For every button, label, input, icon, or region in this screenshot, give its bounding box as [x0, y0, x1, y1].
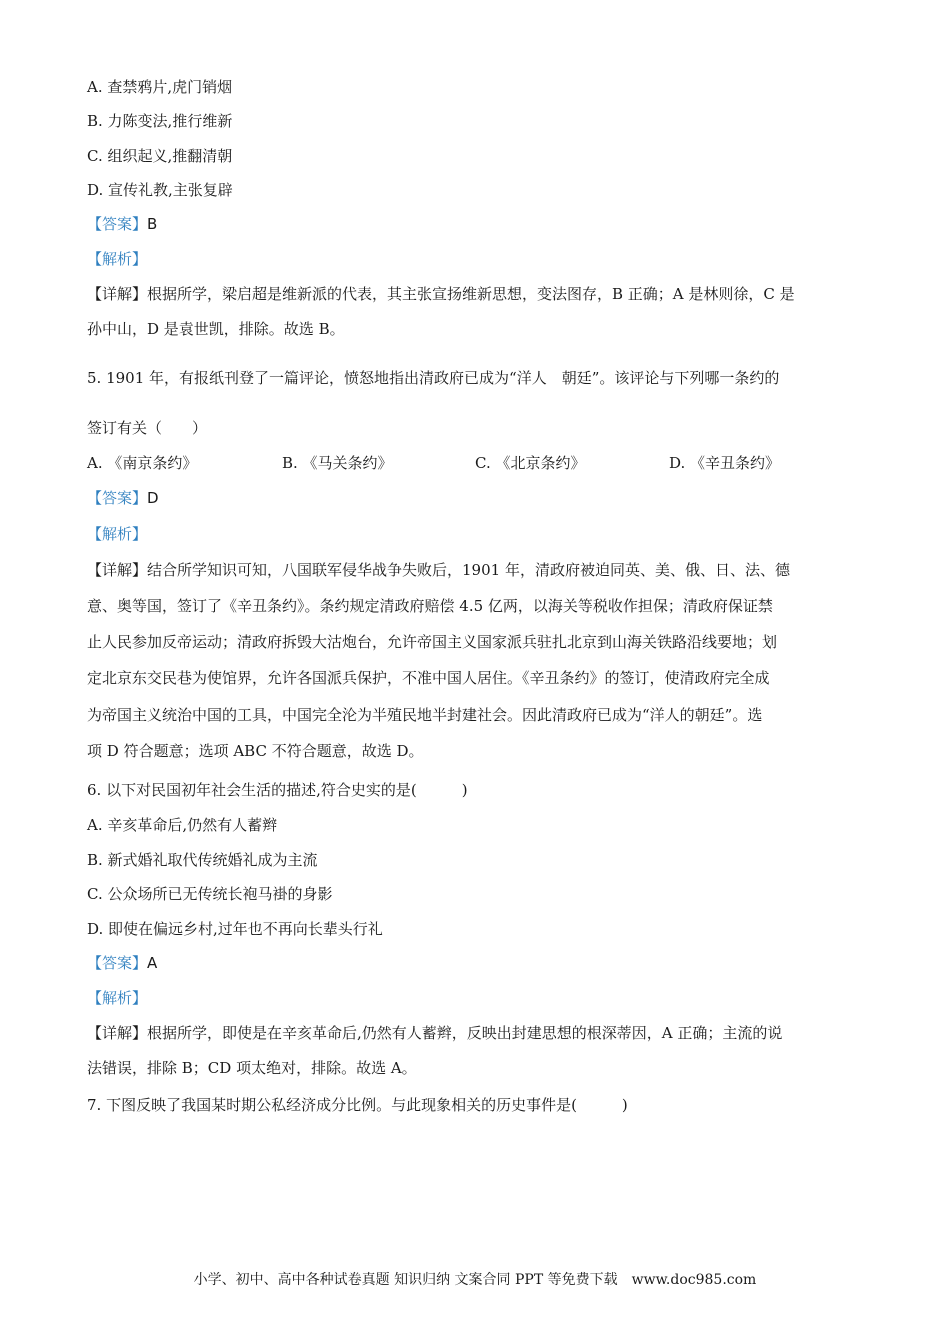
q5-analysis-tag [87, 524, 867, 544]
q7-stem: 7. 下图反映了我国某时期公私经济成分比例。与此现象相关的历史事件是( ) [87, 1096, 628, 1114]
answer-tag: 【答案】 [87, 215, 148, 233]
q4-detail-line-2: 孙中山，D 是袁世凯，排除。故选 B。 [87, 320, 345, 338]
q5-option-a: A. 《南京条约》 [87, 454, 198, 472]
q6-detail-line-2: 法错误，排除 B；CD 项太绝对，排除。故选 A。 [87, 1059, 417, 1077]
q4-option-d: D. 宣传礼教,主张复辟 [87, 181, 233, 199]
q5-stem-line-2: 签订有关（ ） [87, 419, 208, 437]
detail-tag: 【详解】 [87, 285, 148, 303]
q5-detail-line-4: 定北京东交民巷为使馆界，允许各国派兵保护，不准中国人居住。《辛丑条约》的签订，使清政府完全成 [87, 669, 770, 687]
analysis-tag: 【解析】 [87, 525, 148, 543]
q4-detail-line-1 [87, 284, 867, 304]
q5-detail-line-5: 为帝国主义统治中国的工具，中国完全沦为半殖民地半封建社会。因此清政府已成为“洋人的朝廷”。选 [87, 706, 763, 724]
q6-option-b: B. 新式婚礼取代传统婚礼成为主流 [87, 851, 318, 869]
detail-text: 根据所学，梁启超是维新派的代表，其主张宣扬维新思想，变法图存，B 正确；A 是林则徐，C 是 [147, 285, 795, 303]
answer-tag: 【答案】 [87, 489, 148, 507]
q5-detail-line-2: 意、奥等国，签订了《辛丑条约》。条约规定清政府赔偿 4.5 亿两，以海关等税收作担保；清政府保证禁 [87, 597, 773, 615]
q5-stem-line-1: 5. 1901 年，有报纸刊登了一篇评论，愤怒地指出清政府已成为“洋人 朝廷”。该评论与下列哪一条约的 [87, 369, 780, 387]
q5-option-b: B. 《马关条约》 [282, 454, 393, 472]
page-footer: 小学、初中、高中各种试卷真题 知识归纳 文案合同 PPT 等免费下载 www.doc985.com [193, 1272, 757, 1288]
detail-text: 结合所学知识可知，八国联军侵华战争失败后，1901 年，清政府被迫同英、美、俄、日、法、德 [147, 561, 790, 579]
answer-tag: 【答案】 [87, 954, 148, 972]
analysis-tag: 【解析】 [87, 250, 148, 268]
q4-option-c: C. 组织起义,推翻清朝 [87, 147, 233, 165]
q5-option-d: D. 《辛丑条约》 [669, 454, 781, 472]
q4-option-a: A. 查禁鸦片,虎门销烟 [87, 78, 233, 96]
q6-detail-line-1 [87, 1023, 867, 1043]
q5-detail-line-1 [87, 560, 867, 580]
q6-option-a: A. 辛亥革命后,仍然有人蓄辫 [87, 816, 278, 834]
q5-answer [87, 488, 867, 508]
q5-option-c: C. 《北京条约》 [475, 454, 586, 472]
answer-value: B [147, 215, 158, 233]
q4-analysis-tag [87, 249, 867, 269]
q4-option-b: B. 力陈变法,推行维新 [87, 112, 233, 130]
detail-text: 根据所学，即使是在辛亥革命后,仍然有人蓄辫，反映出封建思想的根深蒂因，A 正确；主流的说 [147, 1024, 783, 1042]
q6-answer [87, 953, 867, 973]
q6-option-c: C. 公众场所已无传统长袍马褂的身影 [87, 885, 333, 903]
answer-value: D [147, 489, 159, 507]
q6-option-d: D. 即使在偏远乡村,过年也不再向长辈头行礼 [87, 920, 383, 938]
q6-stem: 6. 以下对民国初年社会生活的描述,符合史实的是( ) [87, 781, 468, 799]
q4-answer [87, 214, 867, 234]
q5-detail-line-6: 项 D 符合题意；选项 ABC 不符合题意，故选 D。 [87, 742, 424, 760]
detail-tag: 【详解】 [87, 561, 148, 579]
q5-detail-line-3: 止人民参加反帝运动；清政府拆毁大沽炮台，允许帝国主义国家派兵驻扎北京到山海关铁路沿线要地；划 [87, 633, 778, 651]
analysis-tag: 【解析】 [87, 989, 148, 1007]
q6-analysis-tag [87, 988, 867, 1008]
detail-tag: 【详解】 [87, 1024, 148, 1042]
answer-value: A [147, 954, 158, 972]
